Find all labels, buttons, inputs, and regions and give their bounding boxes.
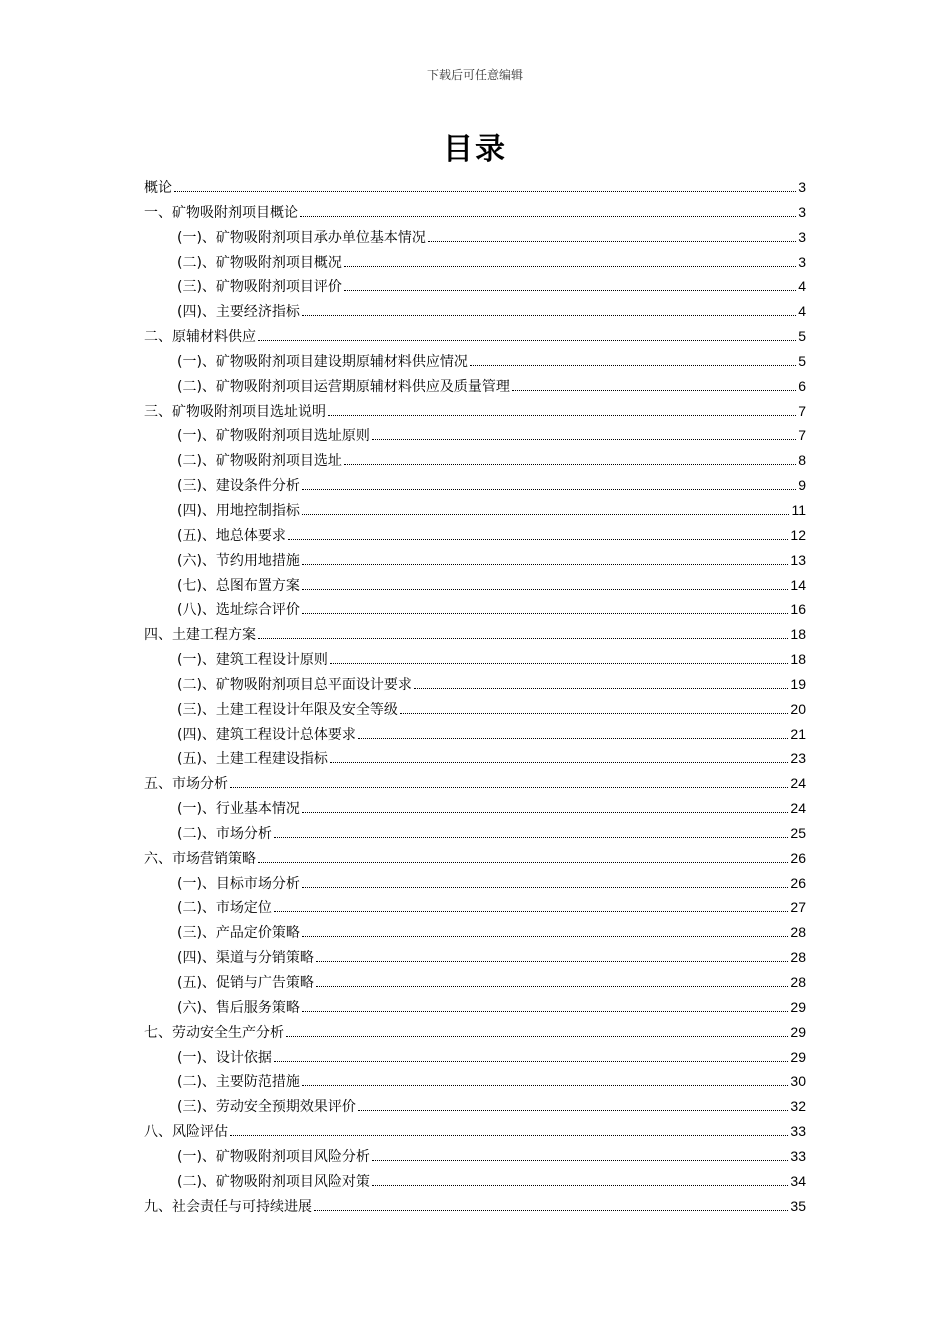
toc-leader-dots — [302, 1084, 788, 1086]
toc-leader-dots — [344, 463, 796, 465]
toc-leader-dots — [358, 737, 788, 739]
toc-entry[interactable] — [144, 946, 806, 971]
toc-entry-label: (一)、矿物吸附剂项目选址原则 — [177, 428, 370, 445]
toc-leader-dots — [302, 314, 796, 316]
toc-entry-label: (二)、矿物吸附剂项目运营期原辅材料供应及质量管理 — [177, 378, 510, 395]
toc-entry[interactable] — [144, 797, 806, 822]
toc-entry-label: 六、市场营销策略 — [144, 850, 256, 867]
toc-entry-page-number: 21 — [790, 725, 806, 742]
toc-entry[interactable] — [144, 822, 806, 847]
toc-entry-page-number: 34 — [790, 1172, 806, 1189]
toc-entry-label: (八)、选址综合评价 — [177, 602, 300, 619]
toc-leader-dots — [274, 1060, 788, 1062]
toc-leader-dots — [230, 786, 788, 788]
toc-entry-label: (二)、矿物吸附剂项目选址 — [177, 453, 342, 470]
header-note: 下载后可任意编辑 — [426, 68, 523, 82]
toc-entry-page-number: 29 — [790, 1048, 806, 1065]
toc-entry-label: 七、劳动安全生产分析 — [144, 1024, 284, 1041]
toc-entry-page-number: 27 — [790, 899, 806, 916]
toc-entry-label: (一)、行业基本情况 — [177, 801, 300, 818]
toc-entry[interactable] — [144, 474, 806, 499]
toc-leader-dots — [174, 190, 796, 192]
toc-entry-page-number: 3 — [798, 228, 806, 245]
toc-entry-label: (四)、渠道与分销策略 — [177, 950, 314, 967]
toc-leader-dots — [258, 339, 796, 341]
toc-entry-label: (二)、矿物吸附剂项目总平面设计要求 — [177, 676, 412, 693]
toc-entry-page-number: 23 — [790, 750, 806, 767]
toc-entry-label: (三)、建设条件分析 — [177, 478, 300, 495]
toc-entry[interactable] — [144, 996, 806, 1021]
toc-entry[interactable] — [144, 971, 806, 996]
toc-leader-dots — [302, 563, 788, 565]
toc-entry-label: (四)、用地控制指标 — [177, 502, 300, 519]
toc-entry-label: (二)、矿物吸附剂项目概况 — [177, 254, 342, 271]
toc-entry-label: (四)、建筑工程设计总体要求 — [177, 726, 356, 743]
toc-entry-page-number: 11 — [791, 501, 806, 518]
toc-leader-dots — [314, 1209, 788, 1211]
toc-entry-label: (一)、矿物吸附剂项目承办单位基本情况 — [177, 229, 426, 246]
toc-leader-dots — [302, 612, 788, 614]
toc-leader-dots — [230, 1134, 788, 1136]
toc-entry-label: (三)、土建工程设计年限及安全等级 — [177, 701, 398, 718]
toc-entry-label: (二)、市场分析 — [177, 825, 272, 842]
toc-leader-dots — [258, 637, 788, 639]
toc-entry-page-number: 12 — [790, 526, 806, 543]
toc-entry[interactable] — [144, 623, 806, 648]
toc-leader-dots — [302, 886, 788, 888]
toc-leader-dots — [330, 761, 788, 763]
toc-entry-label: 二、原辅材料供应 — [144, 329, 256, 346]
toc-entry-label: (二)、市场定位 — [177, 900, 272, 917]
toc-leader-dots — [344, 289, 796, 291]
toc-leader-dots — [512, 389, 796, 391]
toc-entry-page-number: 20 — [790, 700, 806, 717]
toc-entry[interactable] — [144, 1170, 806, 1195]
toc-entry-page-number: 14 — [790, 576, 806, 593]
toc-entry[interactable] — [144, 772, 806, 797]
toc-entry-page-number: 5 — [798, 328, 806, 345]
toc-entry[interactable] — [144, 747, 806, 772]
toc-leader-dots — [274, 910, 788, 912]
toc-entry-page-number: 7 — [798, 427, 806, 444]
toc-entry-page-number: 13 — [790, 551, 806, 568]
toc-entry-page-number: 28 — [790, 924, 806, 941]
toc-leader-dots — [288, 538, 788, 540]
toc-leader-dots — [470, 364, 796, 366]
toc-entry-page-number: 26 — [790, 849, 806, 866]
toc-leader-dots — [316, 960, 788, 962]
toc-entry[interactable] — [144, 226, 806, 251]
toc-entry-page-number: 28 — [790, 949, 806, 966]
toc-leader-dots — [344, 265, 796, 267]
toc-entry-page-number: 4 — [798, 303, 806, 320]
toc-entry-label: (五)、土建工程建设指标 — [177, 751, 328, 768]
toc-entry[interactable] — [144, 176, 806, 201]
toc-leader-dots — [302, 513, 790, 515]
toc-entry-label: (一)、矿物吸附剂项目建设期原辅材料供应情况 — [177, 353, 468, 370]
toc-entry-page-number: 28 — [790, 974, 806, 990]
toc-leader-dots — [300, 215, 796, 217]
toc-entry-label: 一、矿物吸附剂项目概论 — [144, 204, 298, 221]
toc-leader-dots — [302, 588, 788, 590]
toc-entry-page-number: 18 — [790, 626, 806, 643]
toc-entry[interactable] — [144, 1021, 806, 1046]
toc-entry-label: 四、土建工程方案 — [144, 627, 256, 644]
toc-entry-page-number: 32 — [790, 1098, 806, 1115]
toc-leader-dots — [428, 240, 796, 242]
toc-entry-page-number: 3 — [798, 203, 806, 220]
toc-leader-dots — [302, 811, 788, 813]
toc-leader-dots — [274, 836, 788, 838]
toc-entry-page-number: 8 — [798, 452, 806, 469]
toc-entry-label: 九、社会责任与可持续进展 — [144, 1198, 312, 1215]
toc-entry[interactable] — [144, 1070, 806, 1095]
toc-entry-label: 概论 — [144, 180, 172, 196]
toc-entry[interactable] — [144, 673, 806, 698]
toc-entry[interactable] — [144, 574, 806, 599]
toc-entry-page-number: 33 — [790, 1147, 806, 1164]
toc-entry-page-number: 24 — [790, 775, 806, 792]
toc-entry[interactable] — [144, 251, 806, 276]
toc-entry[interactable] — [144, 1145, 806, 1170]
toc-entry-page-number: 25 — [790, 824, 806, 841]
toc-entry[interactable] — [144, 1046, 806, 1071]
toc-entry[interactable] — [144, 698, 806, 723]
toc-leader-dots — [358, 1109, 788, 1111]
table-of-contents — [144, 176, 806, 1219]
toc-entry[interactable] — [144, 598, 806, 623]
toc-entry-page-number: 6 — [798, 377, 806, 394]
toc-entry[interactable] — [144, 325, 806, 350]
toc-entry[interactable] — [144, 896, 806, 921]
toc-entry[interactable] — [144, 201, 806, 226]
toc-leader-dots — [372, 438, 796, 440]
toc-leader-dots — [414, 687, 788, 689]
toc-entry-label: (二)、矿物吸附剂项目风险对策 — [177, 1173, 370, 1190]
toc-entry[interactable] — [144, 499, 806, 524]
toc-leader-dots — [372, 1184, 788, 1186]
toc-entry-label: (三)、产品定价策略 — [177, 925, 300, 942]
toc-entry[interactable] — [144, 300, 806, 325]
toc-entry[interactable] — [144, 275, 806, 300]
toc-entry-label: (一)、矿物吸附剂项目风险分析 — [177, 1148, 370, 1165]
toc-entry-page-number: 7 — [798, 402, 806, 419]
toc-leader-dots — [302, 935, 788, 937]
toc-entry-label: (一)、设计依据 — [177, 1049, 272, 1066]
toc-entry[interactable] — [144, 1095, 806, 1120]
toc-entry-label: 五、市场分析 — [144, 776, 228, 793]
toc-entry-page-number: 29 — [790, 1023, 806, 1040]
toc-entry-page-number: 24 — [790, 800, 806, 817]
toc-leader-dots — [328, 414, 796, 416]
toc-entry[interactable] — [144, 921, 806, 946]
toc-entry[interactable] — [144, 350, 806, 375]
toc-entry-page-number: 29 — [790, 998, 806, 1015]
toc-leader-dots — [316, 985, 788, 987]
toc-entry-page-number: 26 — [790, 874, 806, 891]
toc-entry-label: (一)、建筑工程设计原则 — [177, 652, 328, 669]
toc-entry[interactable] — [144, 449, 806, 474]
toc-entry[interactable] — [144, 1120, 806, 1145]
toc-entry-page-number: 33 — [790, 1123, 806, 1140]
toc-entry[interactable] — [144, 1195, 806, 1220]
toc-entry[interactable] — [144, 375, 806, 400]
toc-leader-dots — [302, 488, 796, 490]
toc-entry-page-number: 9 — [798, 477, 806, 494]
toc-entry-label: (六)、售后服务策略 — [177, 999, 300, 1016]
toc-leader-dots — [302, 1010, 788, 1012]
toc-entry-page-number: 19 — [790, 675, 806, 692]
toc-entry-page-number: 30 — [790, 1073, 806, 1090]
toc-leader-dots — [258, 861, 788, 863]
toc-entry-label: (七)、总图布置方案 — [177, 577, 300, 594]
toc-entry-page-number: 18 — [790, 651, 806, 668]
toc-entry-page-number: 16 — [790, 601, 806, 618]
toc-entry-label: (二)、主要防范措施 — [177, 1074, 300, 1091]
toc-entry-label: 八、风险评估 — [144, 1124, 228, 1141]
toc-entry[interactable] — [144, 872, 806, 897]
toc-entry-page-number: 3 — [798, 253, 806, 270]
toc-leader-dots — [372, 1159, 788, 1161]
toc-entry-page-number: 5 — [798, 352, 806, 369]
toc-entry[interactable] — [144, 524, 806, 549]
toc-entry-label: (五)、促销与广告策略 — [177, 975, 314, 991]
toc-leader-dots — [400, 712, 788, 714]
toc-entry-page-number: 3 — [798, 179, 806, 195]
toc-entry[interactable] — [144, 400, 806, 425]
toc-leader-dots — [286, 1035, 788, 1037]
toc-entry-label: 三、矿物吸附剂项目选址说明 — [144, 403, 326, 420]
toc-entry-label: (三)、劳动安全预期效果评价 — [177, 1099, 356, 1116]
toc-entry-label: (六)、节约用地措施 — [177, 552, 300, 569]
toc-entry-label: (四)、主要经济指标 — [177, 304, 300, 321]
toc-entry-label: (三)、矿物吸附剂项目评价 — [177, 279, 342, 296]
toc-entry[interactable] — [144, 549, 806, 574]
toc-entry[interactable] — [144, 847, 806, 872]
page-title: 目录 — [443, 132, 507, 167]
toc-entry-label: (一)、目标市场分析 — [177, 875, 300, 892]
toc-entry[interactable] — [144, 424, 806, 449]
toc-leader-dots — [330, 662, 788, 664]
toc-entry[interactable] — [144, 648, 806, 673]
toc-entry[interactable] — [144, 723, 806, 748]
toc-entry-page-number: 4 — [798, 278, 806, 295]
toc-entry-page-number: 35 — [790, 1197, 806, 1214]
toc-entry-label: (五)、地总体要求 — [177, 527, 286, 544]
